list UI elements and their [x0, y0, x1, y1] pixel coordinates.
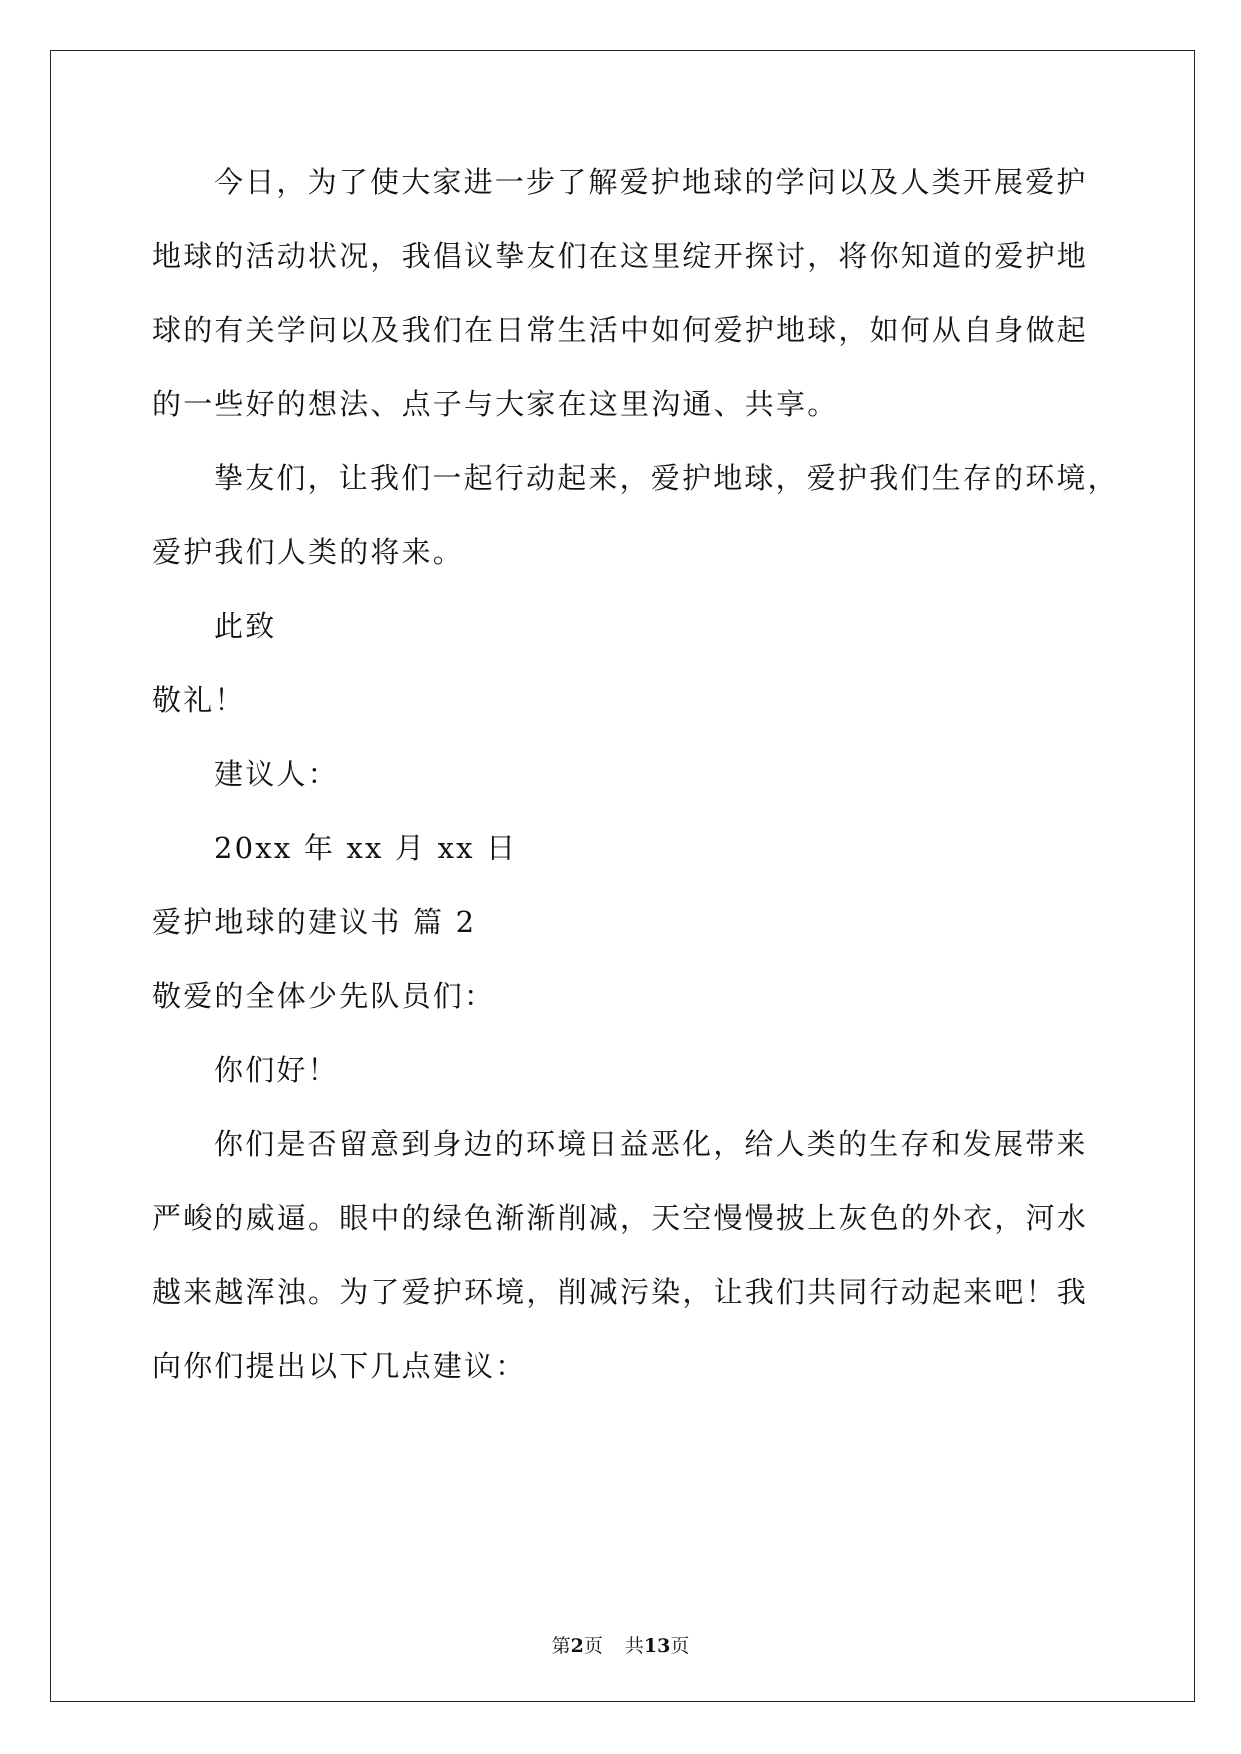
footer-page-prefix: 第 — [551, 1635, 571, 1657]
footer-total-suffix: 页 — [670, 1635, 690, 1657]
paragraph-2-line-2: 爱护我们人类的将来。 — [152, 535, 465, 569]
salutation-jingli: 敬礼！ — [152, 683, 246, 717]
paragraph-3-line-2: 严峻的威逼。眼中的绿色渐渐削减，天空慢慢披上灰色的外衣，河水 — [152, 1201, 1089, 1235]
paragraph-1-line-3: 球的有关学问以及我们在日常生活中如何爱护地球，如何从自身做起 — [152, 313, 1089, 347]
paragraph-2-line-1: 挚友们，让我们一起行动起来，爱护地球，爱护我们生存的环境， — [214, 461, 1119, 495]
footer-total-prefix: 共 — [624, 1635, 644, 1657]
footer-page-suffix: 页 — [583, 1635, 603, 1657]
letter-greeting-recipient: 敬爱的全体少先队员们： — [152, 979, 496, 1013]
footer-total-number: 13 — [643, 1635, 671, 1657]
footer-page-number: 2 — [570, 1635, 584, 1657]
paragraph-3-line-3: 越来越浑浊。为了爱护环境，削减污染，让我们共同行动起来吧！我 — [152, 1275, 1089, 1309]
paragraph-3-line-4: 向你们提出以下几点建议： — [152, 1349, 527, 1383]
letter-greeting: 你们好！ — [214, 1053, 339, 1087]
salutation-cizhi: 此致 — [214, 609, 277, 643]
page-border — [50, 50, 1195, 1702]
date-line: 20xx 年 xx 月 xx 日 — [214, 831, 518, 865]
proposer-label: 建议人： — [214, 757, 339, 791]
section-title: 爱护地球的建议书 篇 2 — [152, 905, 477, 939]
paragraph-1-line-4: 的一些好的想法、点子与大家在这里沟通、共享。 — [152, 387, 839, 421]
paragraph-1-line-2: 地球的活动状况，我倡议挚友们在这里绽开探讨，将你知道的爱护地 — [152, 239, 1089, 273]
paragraph-1-line-1: 今日，为了使大家进一步了解爱护地球的学问以及人类开展爱护 — [214, 165, 1088, 199]
paragraph-3-line-1: 你们是否留意到身边的环境日益恶化，给人类的生存和发展带来 — [214, 1127, 1088, 1161]
page-footer — [0, 1634, 1241, 1658]
